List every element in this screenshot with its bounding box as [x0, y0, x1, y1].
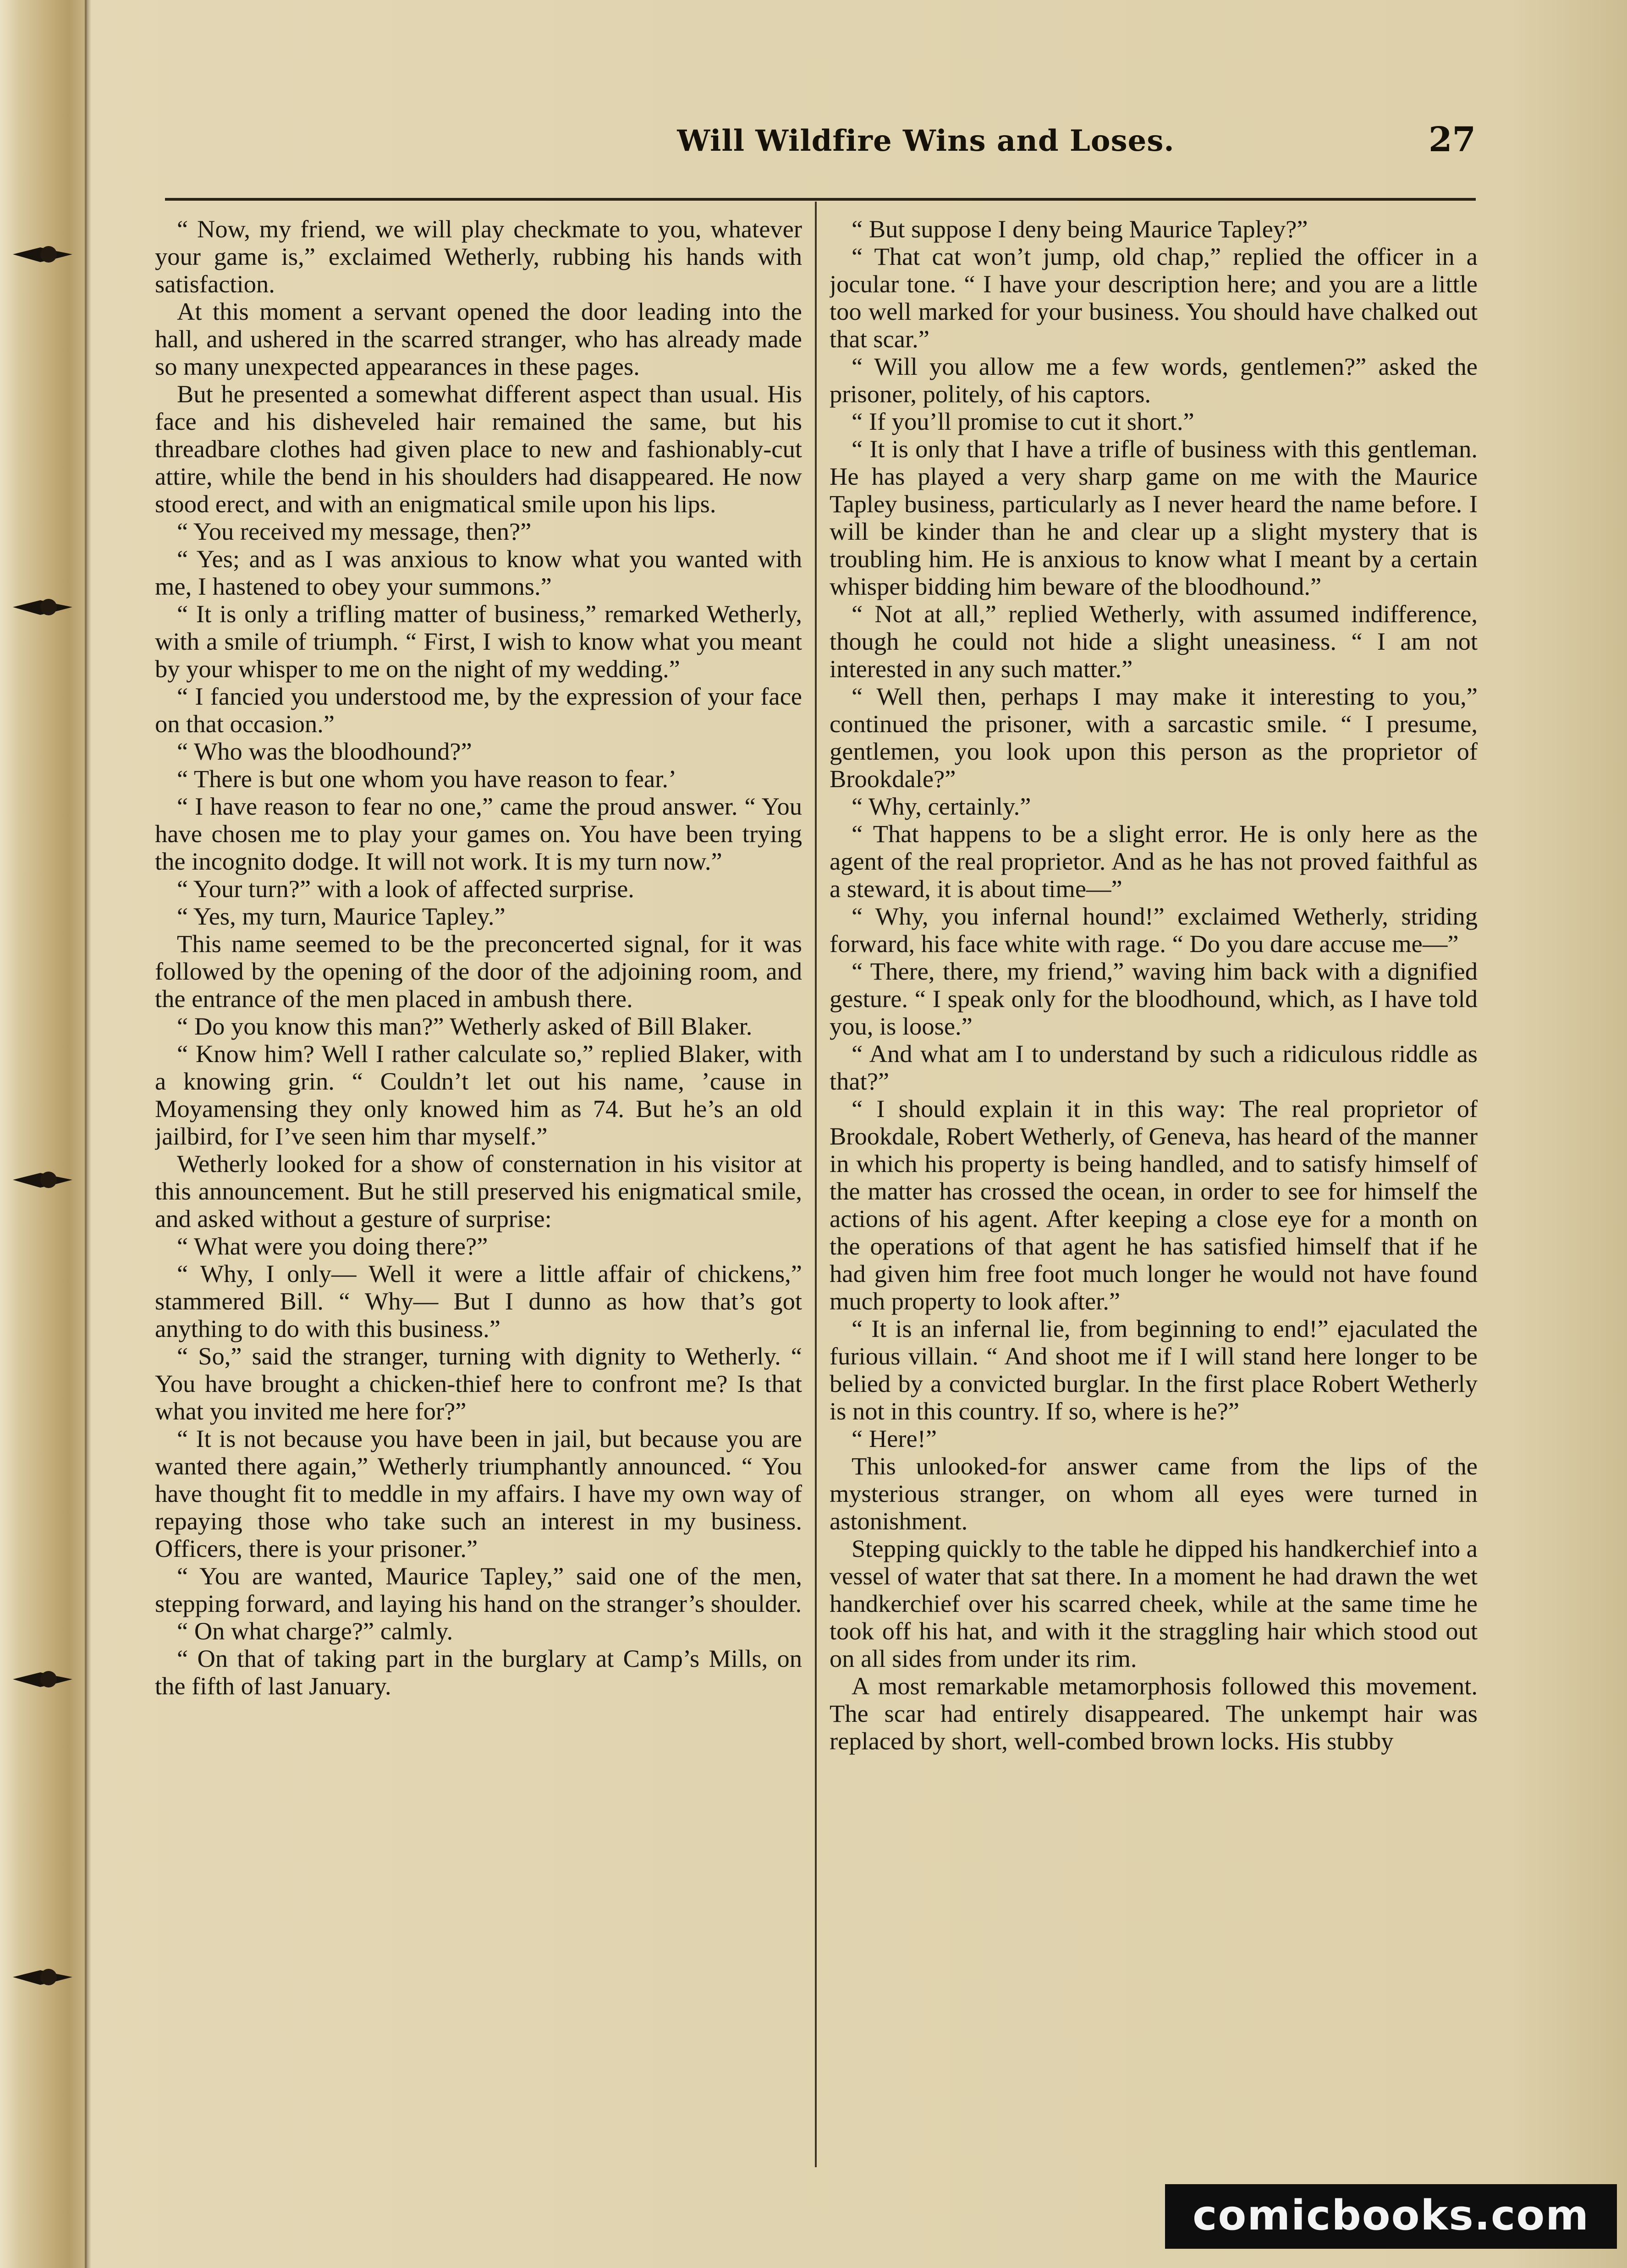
right-column — [830, 215, 1478, 2158]
paragraph: At this moment a servant opened the door leading into the hall, and ushered in the scarred stranger, who has already made so many unexpected appearances in these pages. — [155, 297, 802, 380]
stitch-mark-icon — [13, 591, 72, 623]
paragraph: “ Now, my friend, we will play checkmate to you, whatever your game is,” exclaimed Wetherly, rubbing his hands with satisfaction. — [155, 215, 802, 298]
paragraph: This name seemed to be the preconcerted signal, for it was followed by the opening of the door of the adjoining room, and the entrance of the men placed in ambush there. — [155, 930, 802, 1013]
paragraph: “ Well then, perhaps I may make it interesting to you,” continued the prisoner, with a sarcastic smile. “ I presume, gentlemen, you look upon this person as the proprietor of Brookdale?” — [830, 682, 1478, 793]
stitch-mark-icon — [13, 1961, 72, 1993]
paragraph: “ On that of taking part in the burglary at Camp’s Mills, on the fifth of last January. — [155, 1644, 802, 1700]
paragraph: “ Not at all,” replied Wetherly, with assumed indifference, though he could not hide a slight uneasiness. “ I am not interested in any such matter.” — [830, 600, 1478, 683]
paragraph: “ There is but one whom you have reason to fear.’ — [177, 765, 677, 793]
paragraph: “ What were you doing there?” — [177, 1232, 488, 1260]
column-divider — [815, 202, 817, 2167]
paragraph: “ If you’ll promise to cut it short.” — [852, 407, 1194, 435]
paragraph: “ Why, you infernal hound!” exclaimed Wetherly, striding forward, his face white with rage. “ Do you dare accuse me—” — [830, 902, 1478, 958]
paragraph: “ Yes, my turn, Maurice Tapley.” — [177, 902, 506, 930]
paragraph: “ Your turn?” with a look of affected surprise. — [177, 875, 634, 903]
paragraph: “ It is only that I have a trifle of business with this gentleman. He has played a very sharp game on me with the Maurice Tapley business, particularly as I never heard the name before. I will be kinder than he and clear up a slight mystery that is troubling him. He is anxious to know what I meant by a certain whisper bidding him beware of the bloodhound.” — [830, 435, 1478, 600]
stitch-mark-icon — [13, 1164, 72, 1196]
paragraph: But he presented a somewhat different aspect than usual. His face and his disheveled hair remained the same, but his threadbare clothes had given place to new and fashionably-cut attire, while the bend in his shoulders had disappeared. He now stood erect, and with an enigmatical smile upon his lips. — [155, 380, 802, 518]
paragraph: “ So,” said the stranger, turning with dignity to Wetherly. “ You have brought a chicken-thief here to confront me? Is that what you invited me here for?” — [155, 1342, 802, 1425]
paragraph: “ That cat won’t jump, old chap,” replied the officer in a jocular tone. “ I have your description here; and you are a little too well marked for your business. You should have chalked out that scar.” — [830, 242, 1478, 353]
paragraph: Stepping quickly to the table he dipped his handkerchief into a vessel of water that sat there. In a moment he had drawn the wet handkerchief over his scarred cheek, while at the same time he took off his hat, and with it the straggling hair which stood out on all sides from under its rim. — [830, 1534, 1478, 1672]
watermark: comicbooks.com — [1165, 2184, 1617, 2249]
paragraph: “ And what am I to understand by such a ridiculous riddle as that?” — [830, 1040, 1478, 1095]
paragraph: Wetherly looked for a show of consternation in his visitor at this announcement. But he still preserved his enigmatical smile, and asked without a gesture of surprise: — [155, 1150, 802, 1233]
page-header — [165, 120, 1476, 179]
paragraph: “ It is not because you have been in jail, but because you are wanted there again,” Wetherly triumphantly announced. “ You have thought fit to meddle in my affairs. I have my own way of repaying those who take such an interest in my business. Officers, there is your prisoner.” — [155, 1424, 802, 1562]
paragraph: This unlooked-for answer came from the lips of the mysterious stranger, on whom all eyes were turned in astonishment. — [830, 1452, 1478, 1535]
paragraph: “ Why, certainly.” — [852, 792, 1031, 820]
paragraph: “ Know him? Well I rather calculate so,” replied Blaker, with a knowing grin. “ Couldn’t let out his name, ’cause in Moyamensing they only knowed him as 74. But he’s an old jailbird, for I’ve seen him thar myself.” — [155, 1040, 802, 1150]
binding-strip — [0, 0, 87, 2268]
paragraph: “ That happens to be a slight error. He is only here as the agent of the real proprietor. And as he has not proved faithful as a steward, it is about time—” — [830, 820, 1478, 903]
paragraph: “ I fancied you understood me, by the expression of your face on that occasion.” — [155, 682, 802, 738]
paragraph: “ Do you know this man?” Wetherly asked of Bill Blaker. — [177, 1012, 753, 1040]
paragraph: “ Why, I only— Well it were a little affair of chickens,” stammered Bill. “ Why— But I dunno as how that’s got anything to do with this business.” — [155, 1260, 802, 1342]
paragraph: A most remarkable metamorphosis followed this movement. The scar had entirely disappeared. The unkempt hair was replaced by short, well-combed brown locks. His stubby — [830, 1672, 1478, 1755]
stitch-mark-icon — [13, 238, 72, 270]
paragraph: “ I should explain it in this way: The real proprietor of Brookdale, Robert Wetherly, of Geneva, has heard of the manner in which his property is being handled, and to satisfy himself of the matter has crossed the ocean, in order to see for himself the actions of his agent. After keeping a close eye for a month on the operations of that agent he has satisfied himself that if he had given him free foot much longer he would not have found much property to look after.” — [830, 1095, 1478, 1315]
binding-shadow — [85, 0, 91, 2268]
paragraph: “ Here!” — [852, 1424, 937, 1452]
paragraph: “ Who was the bloodhound?” — [177, 737, 472, 765]
paragraph: “ It is only a trifling matter of business,” remarked Wetherly, with a smile of triumph. “ First, I wish to know what you meant by your whisper to me on the night of my wedding.” — [155, 600, 802, 683]
paragraph: “ You received my message, then?” — [177, 517, 532, 545]
paragraph: “ There, there, my friend,” waving him back with a dignified gesture. “ I speak only for the bloodhound, which, as I have told you, is loose.” — [830, 957, 1478, 1040]
paragraph: “ Will you allow me a few words, gentlemen?” asked the prisoner, politely, of his captors. — [830, 352, 1478, 408]
paragraph: “ Yes; and as I was anxious to know what you wanted with me, I hastened to obey your summons.” — [155, 545, 802, 600]
left-column — [155, 215, 802, 2158]
paragraph: “ On what charge?” calmly. — [177, 1617, 453, 1645]
paragraph: “ I have reason to fear no one,” came the proud answer. “ You have chosen me to play your games on. You have been trying the incognito dodge. It will not work. It is my turn now.” — [155, 792, 802, 875]
running-head: Will Wildfire Wins and Loses. — [677, 124, 1175, 158]
paragraph: “ You are wanted, Maurice Tapley,” said one of the men, stepping forward, and laying his hand on the stranger’s shoulder. — [155, 1562, 802, 1617]
stitch-mark-icon — [13, 1663, 72, 1695]
paragraph: “ But suppose I deny being Maurice Tapley?” — [852, 215, 1308, 243]
paragraph: “ It is an infernal lie, from beginning to end!” ejaculated the furious villain. “ And shoot me if I will stand here longer to be belied by a convicted burglar. In the first place Robert Wetherly is not in this country. If so, where is he?” — [830, 1315, 1478, 1425]
page-number: 27 — [1429, 120, 1476, 159]
header-rule — [165, 198, 1476, 201]
